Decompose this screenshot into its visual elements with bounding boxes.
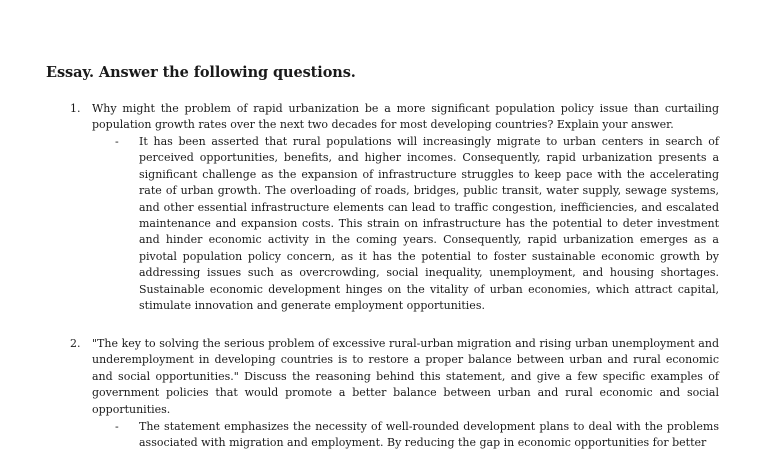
question-text: Why might the problem of rapid urbanization be a more significant population policy issue than curtailing population growth rates over the next two decades for most developing countries? Explain your answer. [92, 102, 719, 132]
answer-text: It has been asserted that rural populations will increasingly migrate to urban centers in search of perceived opportunities, benefits, and higher incomes. Consequently, rapid urbanization presents a significant challenge as the expansion of infrastructure struggles to keep pace with the accelerating rate of urban growth. The overloading of roads, bridges, public transit, water supply, sewage systems, and other essential infrastructure elements can lead to traffic congestion, inefficiencies, and escalated maintenance and expansion costs. This strain on infrastructure has the potential to deter investment and hinder economic activity in the coming years. Consequently, rapid urbanization emerges as a pivotal population policy concern, as it has the potential to foster sustainable economic growth by addressing issues such as overcrowding, social inequality, unemployment, and housing shortages. Sustainable economic development hinges on the vitality of urban economies, which attract capital, stimulate innovation and generate employment opportunities. [139, 135, 719, 313]
answer-text: The statement emphasizes the necessity of well-rounded development plans to deal with the problems associated with migration and employment. By reducing the gap in economic opportunities for better [139, 420, 719, 450]
question-number: 1. [70, 102, 81, 115]
page-heading: Essay. Answer the following questions. [46, 64, 356, 81]
question-number: 2. [70, 337, 81, 350]
answer-bullet: - [115, 420, 119, 433]
question-text: "The key to solving the serious problem of excessive rural-urban migration and rising urban unemployment and underemployment in developing countries is to restore a proper balance between urban and rural economic and social opportunities." Discuss the reasoning behind this statement, and give a few specific examples of government policies that would promote a better balance between urban and rural economic and social opportunities. [92, 337, 719, 416]
answer-bullet: - [115, 135, 119, 148]
